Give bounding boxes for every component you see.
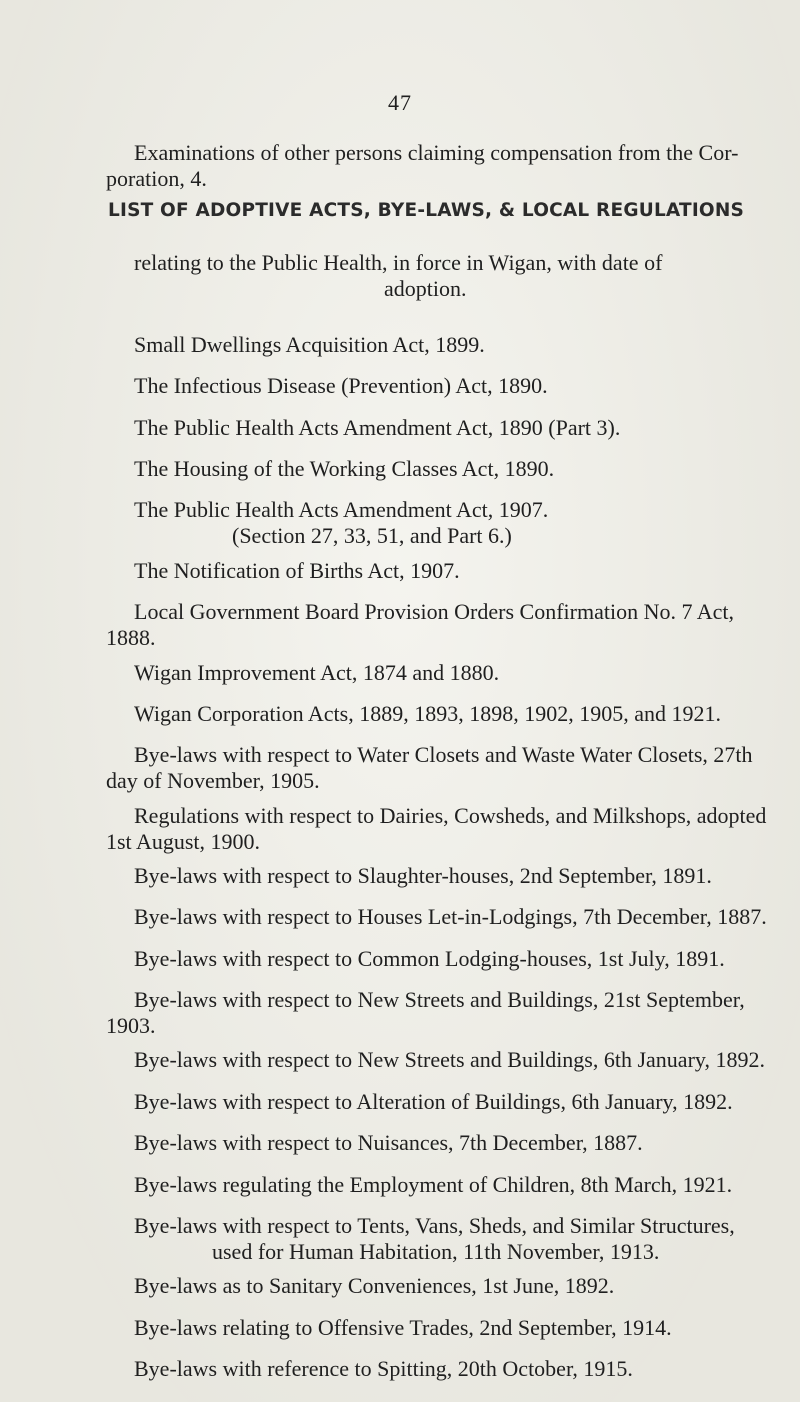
list-item [0,456,800,482]
list-item [0,987,800,1039]
list-item-text: Bye-laws with respect to Alteration of Buildings, 6th January, 1892. [134,1089,733,1114]
list-item-text: Bye-laws as to Sanitary Conveniences, 1st June, 1892. [134,1273,615,1298]
list-item [0,1273,800,1299]
list-item [0,599,800,651]
list-item-continuation: 1st August, 1900. [106,829,261,854]
list-item [0,803,800,855]
list-item [0,904,800,930]
list-item [0,1130,800,1156]
list-item-text: The Housing of the Working Classes Act, 1890. [134,456,555,481]
list-item-continuation: 1888. [106,625,156,650]
list-item-text: Bye-laws with respect to Houses Let-in-Lodgings, 7th December, 1887. [134,904,767,929]
list-item [0,1089,800,1115]
list-item [0,1172,800,1198]
list-item-text: Bye-laws with respect to Nuisances, 7th December, 1887. [134,1130,643,1155]
list-item-text: Bye-laws with respect to New Streets and Buildings, 21st September, [134,987,745,1012]
list-item [0,946,800,972]
list-item [0,1213,800,1265]
list-item [0,660,800,686]
list-item [0,497,800,549]
list-item [0,373,800,399]
list-item-text: Bye-laws with respect to Water Closets and Waste Water Closets, 27th [134,742,753,767]
list-item [0,701,800,727]
list-item-text: Bye-laws with reference to Spitting, 20th October, 1915. [134,1356,633,1381]
list-item-text: The Infectious Disease (Prevention) Act, 1890. [134,373,548,398]
list-item-continuation: (Section 27, 33, 51, and Part 6.) [232,523,512,548]
list-item [0,742,800,794]
list-item-continuation: day of November, 1905. [106,768,320,793]
list-item [0,558,800,584]
list-item [0,1315,800,1341]
list-item-text: Wigan Corporation Acts, 1889, 1893, 1898, 1902, 1905, and 1921. [134,701,721,726]
list-item [0,1047,800,1073]
list-item [0,415,800,441]
list-item-text: Bye-laws relating to Offensive Trades, 2nd September, 1914. [134,1315,672,1340]
list-item [0,863,800,889]
list-item-text: The Public Health Acts Amendment Act, 1907. [134,497,549,522]
list-item-text: Local Government Board Provision Orders Confirmation No. 7 Act, [134,599,735,624]
list-item [0,332,800,358]
list-item-text: Wigan Improvement Act, 1874 and 1880. [134,660,500,685]
page-number: 47 [388,90,412,115]
list-item-text: Bye-laws regulating the Employment of Children, 8th March, 1921. [134,1172,733,1197]
list-item-text: Bye-laws with respect to Common Lodging-houses, 1st July, 1891. [134,946,725,971]
list-item-text: Bye-laws with respect to Tents, Vans, Sheds, and Similar Structures, [134,1213,735,1238]
intro-line: poration, 4. [106,166,207,191]
list-item-text: The Notification of Births Act, 1907. [134,558,460,583]
intro-line: Examinations of other persons claiming compensation from the Cor- [134,140,739,165]
list-item-text: Bye-laws with respect to New Streets and Buildings, 6th January, 1892. [134,1047,765,1072]
subheading-line: adoption. [384,276,467,301]
section-heading: LIST OF ADOPTIVE ACTS, BYE-LAWS, & LOCAL REGULATIONS [108,200,745,221]
list-item [0,1356,800,1382]
list-item-continuation: used for Human Habitation, 11th November, 1913. [212,1239,660,1264]
list-item-text: Regulations with respect to Dairies, Cowsheds, and Milkshops, adopted [134,803,767,828]
list-item-text: Small Dwellings Acquisition Act, 1899. [134,332,485,357]
list-item-text: Bye-laws with respect to Slaughter-houses, 2nd September, 1891. [134,863,712,888]
list-item-text: The Public Health Acts Amendment Act, 1890 (Part 3). [134,415,621,440]
subheading-line: relating to the Public Health, in force in Wigan, with date of [134,250,663,275]
list-item-continuation: 1903. [106,1013,156,1038]
